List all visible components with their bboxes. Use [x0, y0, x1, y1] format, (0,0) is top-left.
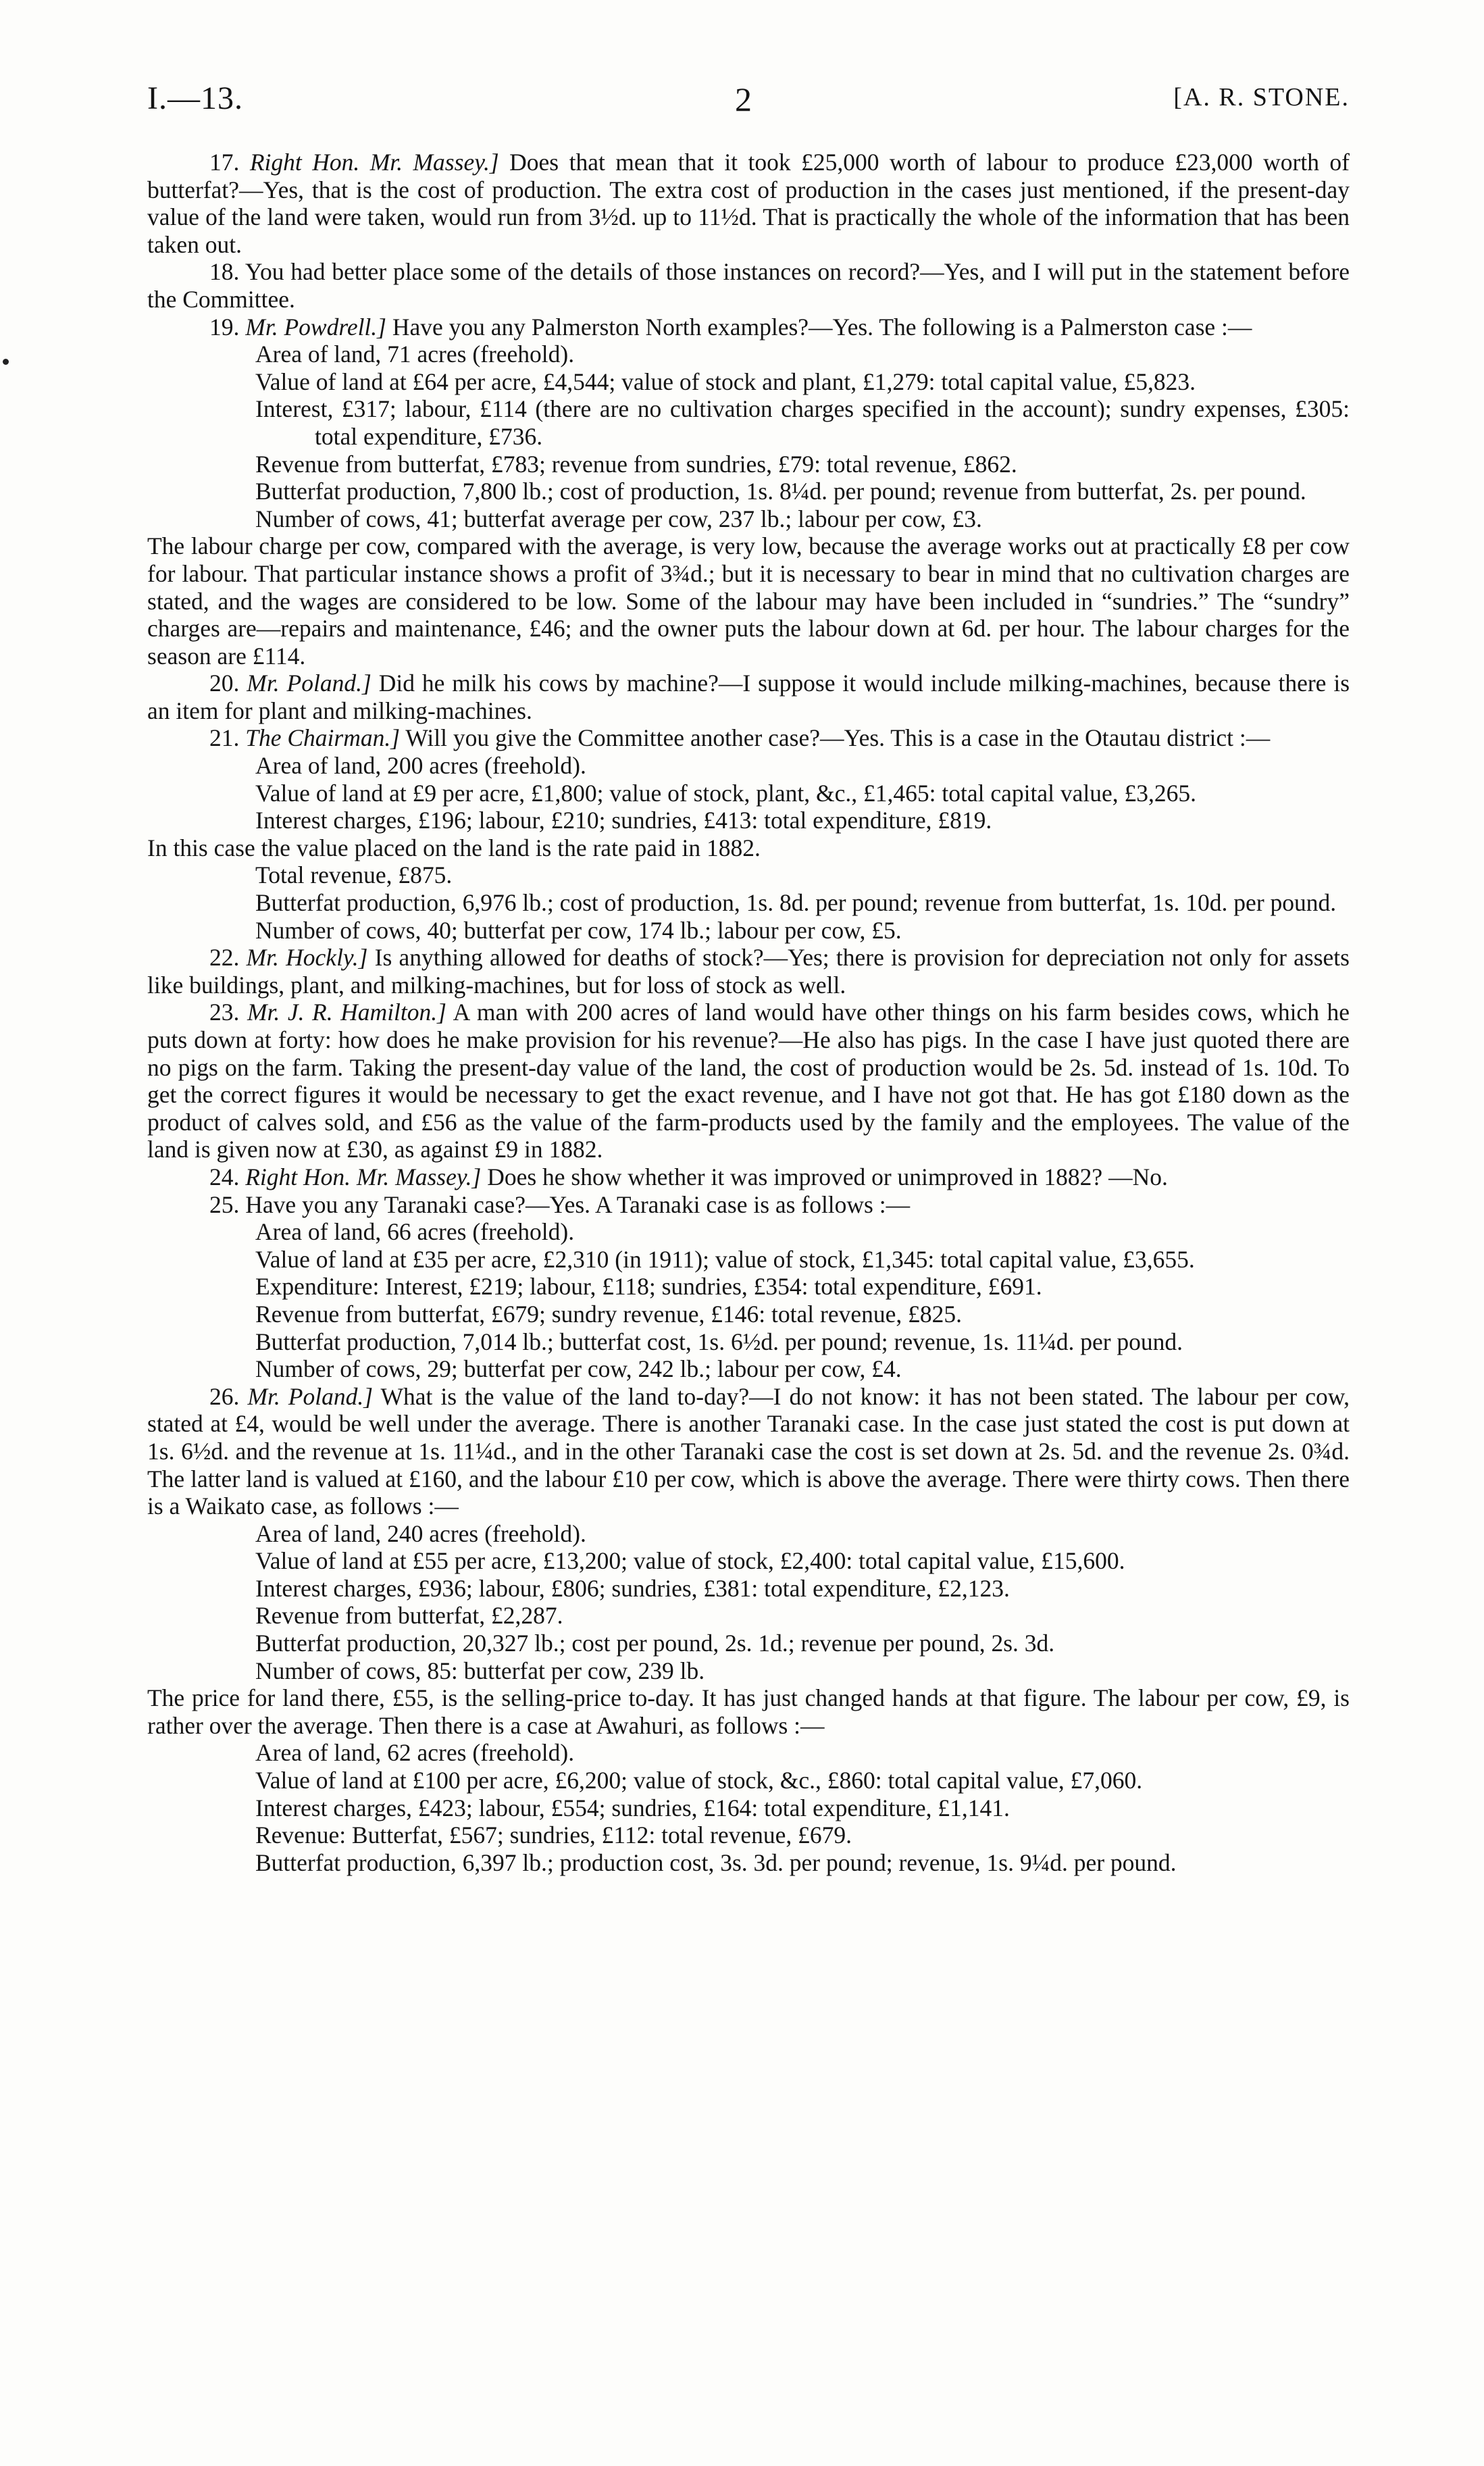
case-detail-line: Expenditure: Interest, £219; labour, £118; sundries, £354: total expenditure, £691. [255, 1273, 1042, 1301]
case-detail-line: Number of cows, 85: butterfat per cow, 239 lb. [255, 1657, 705, 1684]
margin-mark [3, 359, 9, 365]
case-detail-line: Number of cows, 41; butterfat average per cow, 237 lb.; labour per cow, £3. [255, 505, 982, 532]
question-paragraph [147, 724, 1350, 752]
question-paragraph [147, 999, 1350, 1163]
case-detail-line: Interest charges, £423; labour, £554; sundries, £164: total expenditure, £1,141. [255, 1794, 1010, 1821]
paper-reference: I.—13. [147, 80, 243, 116]
case-detail-line: Revenue from butterfat, £679; sundry revenue, £146: total revenue, £825. [255, 1300, 962, 1328]
question-number: 17. [209, 149, 240, 176]
question-number: 23. [209, 999, 240, 1026]
case-detail-line: Value of land at £35 per acre, £2,310 (in 1911); value of stock, £1,345: total capital value, £3,655. [255, 1245, 1195, 1273]
case-detail-line: Total revenue, £875. [255, 861, 453, 889]
case-detail-line: Area of land, 200 acres (freehold). [255, 752, 586, 780]
page-header [147, 80, 1350, 120]
speaker-name: Right Hon. Mr. Massey.] [245, 1163, 482, 1190]
body-paragraph: In this case the value placed on the land is the rate paid in 1882. [147, 834, 761, 861]
question-number: 18. [209, 258, 240, 286]
case-detail-line: Interest charges, £936; labour, £806; sundries, £381: total expenditure, £2,123. [255, 1574, 1010, 1602]
case-detail-line: Butterfat production, 6,397 lb.; production cost, 3s. 3d. per pound; revenue, 1s. 9¼d. per pound. [255, 1848, 1177, 1876]
witness-name: [A. R. STONE. [1173, 83, 1350, 111]
paragraph-text: You had better place some of the details of those instances on record?—Yes, and I will put in the statement before the Committee. [147, 258, 1350, 313]
speaker-name: The Chairman.] [245, 724, 401, 752]
case-detail-line: Number of cows, 40; butterfat per cow, 174 lb.; labour per cow, £5. [255, 916, 902, 944]
paragraph-text: What is the value of the land to-day?—I do not know: it has not been stated. The labour per cow, stated at £4, would be well under the average. There is another Taranaki case. In the case just stated the cost is put down at 1s. 6½d. and the revenue at 1s. 11¼d., and in the other Taranaki case the cost is set down at 2s. 5d. and the revenue 2s. 0¾d. The latter land is valued at £160, and the labour £10 per cow, which is above the average. There were thirty cows. Then there is a Waikato case, as follows :— [147, 1382, 1350, 1520]
paragraph-text: Did he milk his cows by machine?—I suppose it would include milking-machines, because there is an item for plant and milking-machines. [147, 670, 1350, 724]
question-paragraph [147, 149, 1350, 258]
question-number: 25. [209, 1190, 240, 1218]
case-detail-line: Butterfat production, 20,327 lb.; cost per pound, 2s. 1d.; revenue per pound, 2s. 3d. [255, 1630, 1055, 1657]
case-detail-line: Number of cows, 29; butterfat per cow, 242 lb.; labour per cow, £4. [255, 1355, 902, 1383]
question-paragraph [147, 1163, 1350, 1191]
paragraph-text: Will you give the Committee another case?—Yes. This is a case in the Otautau district :— [400, 724, 1271, 752]
paragraph-text: Does that mean that it took £25,000 worth of labour to produce £23,000 worth of butterfat?—Yes, that is the cost of production. The extra cost of production in the cases just mentioned, if the present-day value of the land were taken, would run from 3½d. up to 11½d. That is practically the whole of the information that has been taken out. [147, 149, 1350, 258]
question-number: 21. [209, 724, 240, 752]
speaker-name: Mr. Poland.] [247, 1382, 374, 1410]
paragraph-text: A man with 200 acres of land would have other things on his farm besides cows, which he puts down at forty: how does he make provision for his revenue?—He also has pigs. In the case I have just quoted there are no pigs on the farm. Taking the present-day value of the land, the cost of production would be 2s. 5d. instead of 1s. 10d. To get the correct figures it would be necessary to get the exact revenue, and I have not got that. He has got £180 down as the product of calves sold, and £56 as the value of the farm-products used by the family and the employees. The value of the land is given now at £30, as against £9 in 1882. [147, 999, 1350, 1163]
body-paragraph: The labour charge per cow, compared with the average, is very low, because the average works out at practically £8 per cow for labour. That particular instance shows a profit of 3¾d.; but it is necessary to bear in mind that no cultivation charges are stated, and the wages are considered to be low. Some of the labour may have been included in “sundries.” The “sundry” charges are—repairs and maintenance, £46; and the owner puts the labour down at 6d. per hour. The labour charges for the season are £114. [147, 532, 1350, 670]
case-detail-line: Butterfat production, 6,976 lb.; cost of production, 1s. 8d. per pound; revenue from butterfat, 1s. 10d. per pound. [255, 889, 1337, 917]
question-number: 24. [209, 1163, 240, 1190]
body-paragraph: The price for land there, £55, is the selling-price to-day. It has just changed hands at that figure. The labour per cow, £9, is rather over the average. Then there is a case at Awahuri, as follows :— [147, 1684, 1350, 1739]
paragraph-text: Have you any Taranaki case?—Yes. A Taranaki case is as follows :— [245, 1190, 911, 1218]
question-paragraph [147, 670, 1350, 724]
speaker-name: Mr. Hockly.] [246, 944, 368, 972]
document-body [147, 149, 1350, 1876]
case-detail-line: Area of land, 71 acres (freehold). [255, 341, 575, 368]
case-detail-line: Value of land at £9 per acre, £1,800; value of stock, plant, &c., £1,465: total capital value, £3,265. [255, 779, 1196, 807]
case-detail-line: Revenue from butterfat, £2,287. [255, 1602, 563, 1630]
case-detail-line: Revenue: Butterfat, £567; sundries, £112: total revenue, £679. [255, 1821, 852, 1849]
speaker-name: Mr. Powdrell.] [245, 313, 386, 341]
question-paragraph [147, 258, 1350, 313]
case-detail-line: Value of land at £55 per acre, £13,200; value of stock, £2,400: total capital value, £15,600. [255, 1547, 1125, 1575]
case-detail-line: Butterfat production, 7,800 lb.; cost of production, 1s. 8¼d. per pound; revenue from butterfat, 2s. per pound. [255, 478, 1306, 505]
case-detail-line: Area of land, 240 acres (freehold). [255, 1519, 586, 1547]
question-number: 22. [209, 944, 240, 972]
paragraph-text: Does he show whether it was improved or unimproved in 1882? —No. [481, 1163, 1168, 1190]
question-paragraph [147, 1383, 1350, 1520]
page-number: 2 [735, 80, 752, 118]
case-detail-line: Area of land, 66 acres (freehold). [255, 1218, 575, 1246]
case-detail-line: Area of land, 62 acres (freehold). [255, 1739, 575, 1767]
case-detail-line: Interest, £317; labour, £114 (there are no cultivation charges specified in the account); sundry expenses, £305: total expenditure, £736. [255, 395, 1350, 450]
speaker-name: Mr. J. R. Hamilton.] [247, 999, 446, 1026]
question-number: 20. [209, 670, 240, 697]
speaker-name: Right Hon. Mr. Massey.] [249, 149, 499, 176]
question-number: 19. [209, 313, 240, 341]
question-paragraph [147, 944, 1350, 999]
case-detail-line: Revenue from butterfat, £783; revenue from sundries, £79: total revenue, £862. [255, 450, 1017, 478]
case-detail-line: Butterfat production, 7,014 lb.; butterfat cost, 1s. 6½d. per pound; revenue, 1s. 11¼d. per pound. [255, 1328, 1183, 1355]
paragraph-text: Is anything allowed for deaths of stock?—Yes; there is provision for depreciation not only for assets like buildings, plant, and milking-machines, but for loss of stock as well. [147, 944, 1350, 999]
paragraph-text: Have you any Palmerston North examples?—Yes. The following is a Palmerston case :— [386, 313, 1252, 341]
case-detail-line: Value of land at £100 per acre, £6,200; value of stock, &c., £860: total capital value, £7,060. [255, 1767, 1143, 1794]
question-number: 26. [209, 1382, 240, 1410]
case-detail-line: Interest charges, £196; labour, £210; sundries, £413: total expenditure, £819. [255, 807, 992, 834]
case-detail-line: Value of land at £64 per acre, £4,544; value of stock and plant, £1,279: total capital value, £5,823. [255, 368, 1196, 395]
question-paragraph [147, 1191, 1350, 1219]
speaker-name: Mr. Poland.] [247, 670, 372, 697]
question-paragraph [147, 313, 1350, 341]
